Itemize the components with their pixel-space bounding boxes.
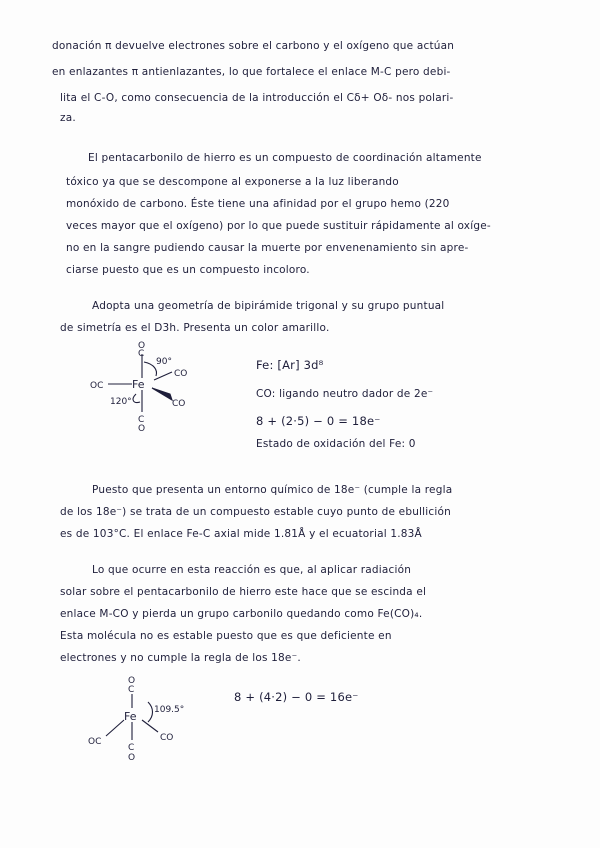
p5-line-4: Esta molécula no es estable puesto que es que deficiente en xyxy=(60,630,392,642)
p3-line-1: Adopta una geometría de bipirámide trigonal y su grupo puntual xyxy=(92,300,445,312)
p1-line-3: lita el C-O, como consecuencia de la introducción el Cδ+ Oδ- nos polari- xyxy=(60,92,454,104)
p5-line-5: electrones y no cumple la regla de los 18e⁻. xyxy=(60,652,301,664)
fe-co5-structure-diagram xyxy=(80,340,210,435)
fe-center-label: Fe xyxy=(124,710,137,723)
electron-count-note: 8 + (2·5) − 0 = 18e⁻ xyxy=(256,414,381,428)
p2-line-1: El pentacarbonilo de hierro es un compuesto de coordinación altamente xyxy=(88,152,482,164)
p1-line-2: en enlazantes π antienlazantes, lo que fortalece el enlace M-C pero debi- xyxy=(52,66,451,78)
p2-line-6: ciarse puesto que es un compuesto incoloro. xyxy=(66,264,310,276)
wedge-bond xyxy=(152,388,172,400)
p4-line-3: es de 103°C. El enlace Fe-C axial mide 1.81Å y el ecuatorial 1.83Å xyxy=(60,528,422,540)
angle-90-label: 90° xyxy=(156,357,172,367)
fe-co4-structure-diagram xyxy=(84,676,204,772)
electron-config-note: Fe: [Ar] 3d⁸ xyxy=(256,358,324,372)
angle-arc-120 xyxy=(133,394,140,403)
p2-line-2: tóxico ya que se descompone al exponerse a la luz liberando xyxy=(66,176,399,188)
angle-120-label: 120° xyxy=(110,397,132,407)
bottom-c-label: C xyxy=(128,743,135,753)
p1-line-4: za. xyxy=(60,112,76,124)
bottom-o-label: O xyxy=(138,424,146,434)
left-co-label: OC xyxy=(90,381,104,391)
bottom-o-label: O xyxy=(128,753,136,763)
right-co-label: CO xyxy=(160,733,174,743)
top-c-label: C xyxy=(128,685,135,695)
p5-line-1: Lo que ocurre en esta reacción es que, al aplicar radiación xyxy=(92,564,412,576)
upper-right-co-label: CO xyxy=(174,369,188,379)
bottom-c-label: C xyxy=(138,415,145,425)
p4-line-1: Puesto que presenta un entorno químico de 18e⁻ (cumple la regla xyxy=(92,484,453,496)
angle-arc-90 xyxy=(144,362,157,376)
angle-label: 109.5° xyxy=(154,705,185,715)
p4-line-2: de los 18e⁻) se trata de un compuesto estable cuyo punto de ebullición xyxy=(60,506,451,518)
p5-line-2: solar sobre el pentacarbonilo de hierro este hace que se escinda el xyxy=(60,586,427,598)
left-co-label: OC xyxy=(88,737,102,747)
top-o-label: O xyxy=(128,676,136,686)
p1-line-1: donación π devuelve electrones sobre el carbono y el oxígeno que actúan xyxy=(52,40,455,52)
p2-line-5: no en la sangre pudiendo causar la muerte por envenenamiento sin apre- xyxy=(66,242,469,254)
lower-right-co-label: CO xyxy=(172,399,186,409)
left-bond xyxy=(106,720,124,736)
p3-line-2: de simetría es el D3h. Presenta un color amarillo. xyxy=(60,322,330,334)
top-c-label: C xyxy=(138,349,145,359)
p2-line-3: monóxido de carbono. Éste tiene una afinidad por el grupo hemo (220 xyxy=(66,198,450,210)
ligand-note: CO: ligando neutro dador de 2e⁻ xyxy=(256,388,434,400)
right-bond xyxy=(142,720,158,732)
fe-center-label: Fe xyxy=(132,378,145,391)
angle-arc xyxy=(148,702,153,722)
electron-count-note-2: 8 + (4·2) − 0 = 16e⁻ xyxy=(234,690,359,704)
p2-line-4: veces mayor que el oxígeno) por lo que puede sustituir rápidamente al oxíge- xyxy=(66,220,491,232)
p5-line-3: enlace M-CO y pierda un grupo carbonilo quedando como Fe(CO)₄. xyxy=(60,608,423,620)
top-o-label: O xyxy=(138,341,146,351)
oxidation-state-note: Estado de oxidación del Fe: 0 xyxy=(256,438,416,450)
